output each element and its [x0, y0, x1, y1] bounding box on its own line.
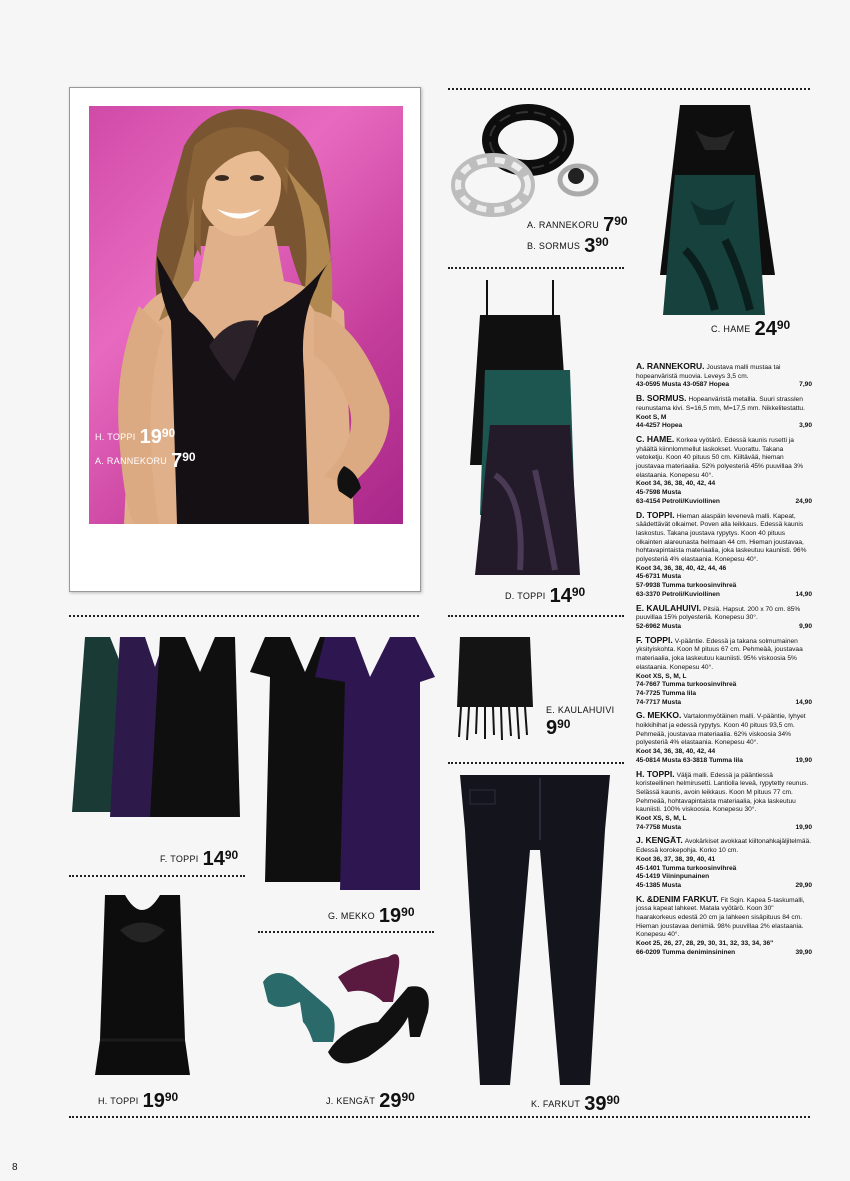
entry-row [636, 757, 812, 766]
entry-row [636, 623, 812, 632]
entry-row-price: 14,90 [795, 698, 812, 706]
entry-row [636, 422, 812, 431]
description-entry [636, 435, 812, 507]
entry-row [636, 489, 812, 498]
entry-row-left: Koot XS, S, M, L [636, 672, 687, 680]
page-number: 8 [12, 1162, 18, 1173]
entry-row-price: 29,90 [795, 881, 812, 889]
entry-row [636, 573, 812, 582]
description-entry [636, 836, 812, 890]
entry-text: Avokärkiset avokkaat kiiltonahkajäljitelmää. Edessä korokepohja. Korko 10 cm. [636, 838, 812, 855]
entry-row-left: 74-7717 Musta [636, 698, 682, 706]
entry-row-price: 19,90 [795, 756, 812, 764]
entry-row [636, 882, 812, 891]
product-descriptions [636, 362, 812, 962]
entry-row-left: 45-7598 Musta [636, 489, 682, 497]
entry-row-left: Koot 36, 37, 38, 39, 40, 41 [636, 855, 716, 863]
entry-row-left: 45-6731 Musta [636, 573, 682, 581]
entry-row-left: 45-1401 Tumma turkoosinvihreä [636, 864, 737, 872]
price-tag-a-photo: $^{A. RANNEKORU}$ $7^{90}$ [95, 450, 196, 472]
entry-row-left: 66-0209 Tumma deniminsininen [636, 948, 736, 956]
entry-text: V-pääntie. Edessä ja takana solmumainen yksityiskohta. Koon M pituus 67 cm. Pehmeää, joustavaa materiaalia, joka laskeutuu kauniisti. 95% viskoosia 5% elastaania. Konepesu 40°. [636, 637, 803, 671]
entry-row-left: Koot XS, S, M, L [636, 815, 687, 823]
top-h-image [90, 890, 195, 1085]
entry-row-left: Koot 34, 36, 38, 40, 42, 44 [636, 748, 716, 756]
top-d-image [465, 275, 590, 580]
description-entry [636, 511, 812, 600]
entry-row-left: 74-7758 Musta [636, 823, 682, 831]
entry-text: Fit Sqin. Kapea 5-taskumalli, jossa kapeat lahkeet. Matala vyötärö. Koon 30" haarakorkeus edestä 20 cm ja lahkeen sisäpituus 84 cm. Hieman joustavaa denimiä. 98% puuvillaa 2% elastaania. Konepesu 40°. [636, 896, 805, 939]
entry-row [636, 940, 812, 949]
entry-row [636, 480, 812, 489]
entry-row [636, 865, 812, 874]
divider [69, 875, 245, 877]
entry-text: Joustava malli mustaa tai hopeanväristä muovia. Leveys 3,5 cm. [636, 364, 781, 380]
entry-row [636, 498, 812, 507]
entry-heading: E. KAULAHUIVI. [636, 602, 702, 613]
description-entry [636, 636, 812, 708]
entry-row-left: 43-0595 Musta 43-0587 Hopea [636, 381, 730, 389]
entry-row-left: 57-9938 Tumma turkoosinvihreä [636, 582, 737, 590]
entry-heading: D. TOPPI. [636, 509, 675, 520]
entry-row [636, 381, 812, 390]
price-tag-d: $^{D. TOPPI}$ $14^{90}$ [505, 585, 586, 607]
entry-text: Hopeanväristä metallia. Suuri strasslen reunustama kivi. S=16,5 mm, M=17,5 mm. Nikkelitestattu. [636, 396, 805, 412]
description-entry [636, 604, 812, 632]
divider [258, 931, 434, 933]
entry-row [636, 591, 812, 600]
entry-heading: J. KENGÄT. [636, 835, 683, 846]
entry-row-left: 52-6962 Musta [636, 622, 682, 630]
entry-row-left: 74-7725 Tumma lila [636, 689, 696, 697]
entry-row [636, 414, 812, 423]
entry-row [636, 815, 812, 824]
entry-heading: G. MEKKO. [636, 710, 682, 721]
entry-row-price: 39,90 [795, 948, 812, 956]
jeans-image [455, 770, 615, 1090]
price-tag-h: $^{H. TOPPI}$ $19^{90}$ [98, 1090, 179, 1112]
price-tag-e: E. KAULAHUIVI $9^{90}$ [546, 705, 615, 739]
entry-row-price: 24,90 [795, 497, 812, 505]
price-tag-a: $^{A. RANNEKORU}$ $7^{90}$ [527, 214, 628, 236]
divider [448, 88, 810, 90]
description-entry [636, 770, 812, 833]
price-tag-f: $^{F. TOPPI}$ $14^{90}$ [160, 848, 239, 870]
entry-row [636, 681, 812, 690]
entry-heading: K. &DENIM FARKUT. [636, 893, 719, 904]
entry-row-price: 9,90 [799, 622, 812, 630]
entry-row-price: 19,90 [795, 823, 812, 831]
entry-row-left: 44-4257 Hopea [636, 422, 683, 430]
entry-row-price: 3,90 [799, 422, 812, 430]
price-tag-b: $^{B. SORMUS}$ $3^{90}$ [527, 235, 609, 257]
entry-row-left: 63-3370 Petroli/Kuviollinen [636, 590, 720, 598]
description-entry [636, 362, 812, 390]
entry-text: Korkea vyötärö. Edessä kaunis rusetti ja yhäältä kiinnlommellut laskokset. Vuorattu. Takana vetoketju. Koon 40 pituus 50 cm. Kiiltävää, hieman joustavaa materiaalia. 52% polyesteriä 45% puuvillaa 3% elastaania. Konepesu 40°. [636, 436, 804, 479]
divider [69, 1116, 810, 1118]
entry-heading: C. HAME. [636, 433, 675, 444]
entry-heading: B. SORMUS. [636, 393, 687, 404]
entry-row-left: Koot 34, 36, 38, 40, 42, 44, 46 [636, 564, 727, 572]
entry-text: Väljä malli. Edessä ja pääntiessä koristeellinen helmirusetti. Lantiolla leveä, rypytetty reunus. Selässä kaunis, avoin leikkaus. Koon M pituus 77 cm. Pehmeää, hohtavapintaista materiaalia, joka laskeutuu kauniisti. 100% viskoosia. Konepesu 30°. [636, 771, 809, 814]
price-tag-k: $^{K. FARKUT}$ $39^{90}$ [531, 1093, 620, 1115]
scarf-image [455, 632, 535, 742]
entry-row [636, 582, 812, 591]
entry-row-price: 7,90 [799, 381, 812, 389]
entry-row [636, 824, 812, 833]
entry-row [636, 699, 812, 708]
entry-row [636, 748, 812, 757]
description-entry [636, 711, 812, 765]
skirt-image [655, 100, 785, 325]
entry-row-left: 45-1385 Musta [636, 881, 682, 889]
entry-row [636, 949, 812, 958]
entry-row [636, 673, 812, 682]
entry-row-left: 74-7667 Tumma turkoosinvihreä [636, 681, 737, 689]
top-f-image [70, 632, 245, 822]
divider [69, 615, 419, 617]
entry-row-left: 45-0814 Musta 63-3818 Tumma lila [636, 756, 743, 764]
entry-heading: H. TOPPI. [636, 768, 675, 779]
shoes-image [258, 942, 438, 1092]
dress-g-image [245, 632, 445, 897]
price-tag-j: $^{J. KENGÄT}$ $29^{90}$ [326, 1090, 415, 1112]
entry-row-price: 14,90 [795, 590, 812, 598]
divider [448, 762, 624, 764]
entry-text: Hieman alaspäin levenevä malli. Kapeat, säädettävät olkaimet. Poven alla leikkaus. Edessä kaunis laskostus. Takana joustava rypytys. Koon 40 pituus olkainten alareunasta helmaan 44 cm. Hieman joustavaa, hohtavapintaista materiaalia, joka laskeutuu kauniisti. 96% polyesteriä 4% elastaania. Konepesu 40°. [636, 512, 807, 564]
price-tag-g: $^{G. MEKKO}$ $19^{90}$ [328, 905, 415, 927]
description-entry [636, 394, 812, 431]
entry-row-left: Koot 25, 26, 27, 28, 29, 30, 31, 32, 33, 34, 36" [636, 940, 774, 948]
entry-row [636, 856, 812, 865]
entry-row [636, 873, 812, 882]
divider [448, 615, 624, 617]
bracelet-ring-image [448, 100, 618, 220]
entry-row-left: Koot S, M [636, 413, 667, 421]
entry-heading: F. TOPPI. [636, 634, 673, 645]
entry-row [636, 690, 812, 699]
price-tag-h-photo: $^{H. TOPPI}$ $19^{90}$ [95, 426, 176, 448]
divider [448, 267, 624, 269]
description-entry [636, 895, 812, 958]
entry-row-left: Koot 34, 36, 38, 40, 42, 44 [636, 480, 716, 488]
entry-text: Vartalonmyötäinen malli. V-pääntie, lyhyet hoikkihihat ja edessä rypytys. Koon 40 pituus 93,5 cm. Pehmeää, joustavaa materiaalia. 62% viskoosia 34% polyesteriä 4% elastaania. Konepesu 40°. [636, 713, 806, 747]
model-photo-frame [69, 87, 421, 592]
entry-row-left: 45-1419 Viininpunainen [636, 873, 710, 881]
entry-row [636, 565, 812, 574]
entry-heading: A. RANNEKORU. [636, 361, 705, 371]
price-tag-c: $^{C. HAME}$ $24^{90}$ [711, 318, 791, 340]
entry-row-left: 63-4154 Petroli/Kuviollinen [636, 497, 720, 505]
entry-text: Pitsiä. Hapsut. 200 x 70 cm. 85% puuvillaa 15% polyesteriä. Konepesu 30°. [636, 605, 801, 622]
